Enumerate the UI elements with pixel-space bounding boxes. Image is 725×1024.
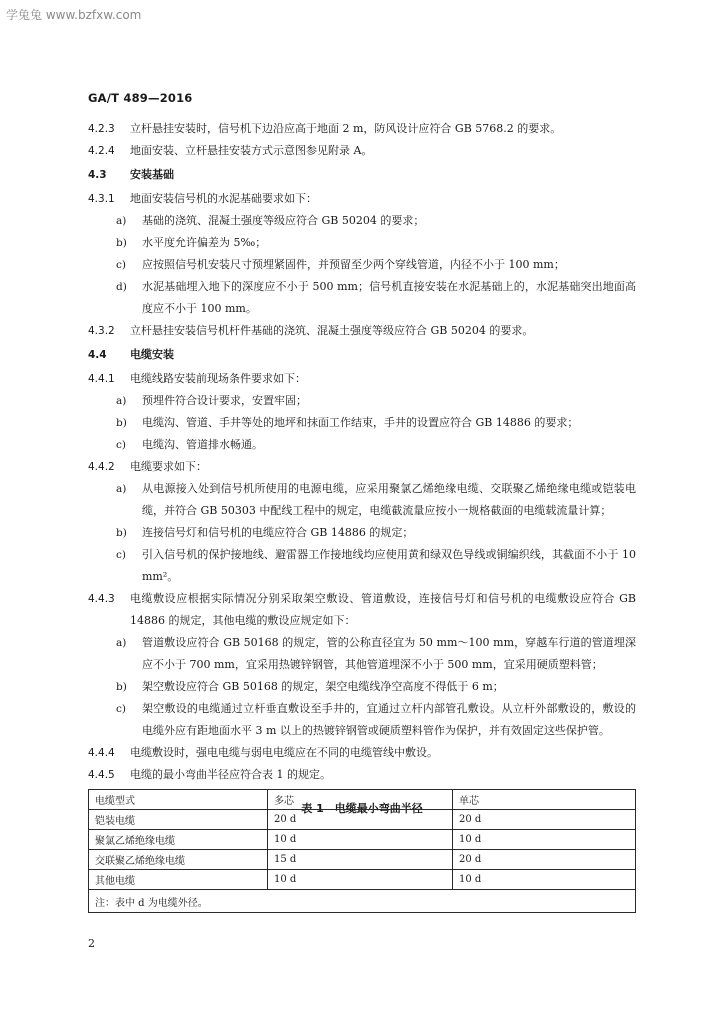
- section-heading: [88, 164, 636, 186]
- list-item: [116, 276, 636, 320]
- clause: [88, 118, 636, 140]
- clause-text: 电缆敷设时，强电电缆与弱电电缆应在不同的电缆管线中敷设。: [130, 746, 438, 759]
- table-cell: 10 d: [453, 830, 636, 850]
- table-cell: 多芯: [268, 790, 453, 810]
- clause-number: 4.2.3: [88, 123, 115, 135]
- clause: [88, 764, 636, 786]
- clause: [88, 188, 636, 210]
- table-caption: 表 1 电缆最小弯曲半径: [301, 802, 423, 815]
- list-item-text: 从电源接入处到信号机所使用的电源电缆，应采用聚氯乙烯绝缘电缆、交联聚乙烯绝缘电缆或铠装电缆，并符合 GB 50303 中配线工程中的规定，电缆截流量应按小一规格截面的电缆载流量计算；: [142, 482, 636, 517]
- table-cell: 20 d: [453, 810, 636, 830]
- list-item-text: 连接信号灯和信号机的电缆应符合 GB 14886 的规定；: [142, 526, 414, 539]
- table-cell: 交联聚乙烯绝缘电缆: [89, 850, 268, 870]
- page-number: 2: [88, 937, 95, 950]
- list-marker: b): [116, 237, 127, 249]
- list-item: [116, 698, 636, 742]
- list-marker: a): [116, 395, 127, 407]
- list-item: [116, 522, 636, 544]
- list-item-text: 应按照信号机安装尺寸预埋紧固件，并预留至少两个穿线管道，内径不小于 100 mm；: [142, 258, 565, 271]
- clause-number: 4.3.2: [88, 325, 115, 337]
- list-item-text: 水泥基础埋入地下的深度应不小于 500 mm；信号机直接安装在水泥基础上的，水泥基础突出地面高度应不小于 100 mm。: [142, 280, 636, 315]
- clause-text: 电缆敷设应根据实际情况分别采取架空敷设、管道敷设，连接信号灯和信号机的电缆敷设应符合 GB 14886 的规定，其他电缆的敷设应规定如下：: [130, 592, 636, 627]
- list-item-text: 基础的浇筑、混凝土强度等级应符合 GB 50204 的要求；: [142, 214, 425, 227]
- clause: [88, 742, 636, 764]
- list-item-text: 预埋件符合设计要求，安置牢固；: [142, 394, 307, 407]
- clause: [88, 140, 636, 162]
- table-cell: 单芯: [453, 790, 636, 810]
- table-header-row: [89, 790, 636, 810]
- list-item-text: 架空敷设应符合 GB 50168 的规定，架空电缆线净空高度不得低于 6 m；: [142, 680, 504, 693]
- table-cell: 10 d: [268, 830, 453, 850]
- clause-list: [88, 118, 636, 786]
- section-heading: [88, 344, 636, 366]
- table-cell: 15 d: [268, 850, 453, 870]
- table-row: [89, 810, 636, 830]
- watermark: 学兔兔 www.bzfxw.com: [6, 8, 142, 22]
- list-marker: c): [116, 549, 126, 561]
- list-marker: c): [116, 703, 126, 715]
- standard-header: GA/T 489—2016: [88, 91, 193, 105]
- table-cell: 电缆型式: [89, 790, 268, 810]
- clause-text: 立杆悬挂安装时，信号机下边沿应高于地面 2 m，防风设计应符合 GB 5768.2 的要求。: [130, 122, 562, 135]
- list-item: [116, 412, 636, 434]
- clause-text: 安装基础: [130, 168, 174, 181]
- list-marker: b): [116, 681, 127, 693]
- document-body: [88, 118, 636, 830]
- table-cell: 其他电缆: [89, 870, 268, 890]
- list-marker: a): [116, 637, 127, 649]
- table-row: [89, 830, 636, 850]
- table-row: [89, 850, 636, 870]
- clause-text: 立杆悬挂安装信号机杆件基础的浇筑、混凝土强度等级应符合 GB 50204 的要求。: [130, 324, 534, 337]
- clause: [88, 368, 636, 390]
- clause-number: 4.4.2: [88, 461, 115, 473]
- list-item: [116, 254, 636, 276]
- clause-number: 4.4.4: [88, 747, 115, 759]
- list-item: [116, 676, 636, 698]
- bend-radius-table: [88, 789, 636, 913]
- table-note: 注：表中 d 为电缆外径。: [89, 890, 636, 913]
- clause: [88, 456, 636, 478]
- table-cell: 20 d: [453, 850, 636, 870]
- clause-number: 4.4.1: [88, 373, 115, 385]
- list-item-text: 电缆沟、管道、手井等处的地坪和抹面工作结束，手井的设置应符合 GB 14886 的要求；: [142, 416, 579, 429]
- clause: [88, 320, 636, 342]
- list-marker: d): [116, 281, 127, 293]
- clause-text: 电缆要求如下：: [130, 460, 207, 473]
- list-item: [116, 210, 636, 232]
- clause-text: 地面安装信号机的水泥基础要求如下：: [130, 192, 317, 205]
- list-item: [116, 544, 636, 588]
- list-marker: b): [116, 527, 127, 539]
- clause: [88, 588, 636, 632]
- clause-number: 4.4.3: [88, 593, 115, 605]
- list-item: [116, 478, 636, 522]
- table-cell: 10 d: [268, 870, 453, 890]
- list-item-text: 管道敷设应符合 GB 50168 的规定，管的公称直径宜为 50 mm～100 mm，穿越车行道的管道埋深应不小于 700 mm，宜采用热镀锌钢管，其他管道埋深不小于 500 mm，宜采用硬质塑料管；: [142, 636, 636, 671]
- list-item: [116, 390, 636, 412]
- list-marker: c): [116, 259, 126, 271]
- clause-number: 4.2.4: [88, 145, 115, 157]
- list-item-text: 引入信号机的保护接地线、避雷器工作接地线均应使用黄和绿双色导线或铜编织线，其截面不小于 10 mm²。: [142, 548, 636, 583]
- list-marker: a): [116, 483, 127, 495]
- clause-number: 4.3.1: [88, 193, 115, 205]
- list-marker: c): [116, 439, 126, 451]
- list-marker: a): [116, 215, 127, 227]
- list-item-text: 架空敷设的电缆通过立杆垂直敷设至手井的，宜通过立杆内部管孔敷设。从立杆外部敷设的，敷设的电缆外应有距地面水平 3 m 以上的热镀锌钢管或硬质塑料管作为保护，并有效固定这些保护管。: [142, 702, 636, 737]
- table-cell: 20 d: [268, 810, 453, 830]
- clause-text: 电缆安装: [130, 348, 174, 361]
- clause-text: 电缆的最小弯曲半径应符合表 1 的规定。: [130, 768, 331, 781]
- list-item: [116, 434, 636, 456]
- clause-number: 4.4.5: [88, 769, 115, 781]
- table-cell: 铠装电缆: [89, 810, 268, 830]
- clause-number: 4.4: [88, 349, 107, 361]
- list-item: [116, 232, 636, 254]
- list-item: [116, 632, 636, 676]
- clause-text: 电缆线路安装前现场条件要求如下：: [130, 372, 306, 385]
- table-cell: 10 d: [453, 870, 636, 890]
- list-marker: b): [116, 417, 127, 429]
- list-item-text: 水平度允许偏差为 5‰；: [142, 236, 267, 249]
- list-item-text: 电缆沟、管道排水畅通。: [142, 438, 263, 451]
- clause-number: 4.3: [88, 169, 107, 181]
- table-row: [89, 870, 636, 890]
- clause-text: 地面安装、立杆悬挂安装方式示意图参见附录 A。: [130, 144, 373, 157]
- table-cell: 聚氯乙烯绝缘电缆: [89, 830, 268, 850]
- table-note-row: [89, 890, 636, 913]
